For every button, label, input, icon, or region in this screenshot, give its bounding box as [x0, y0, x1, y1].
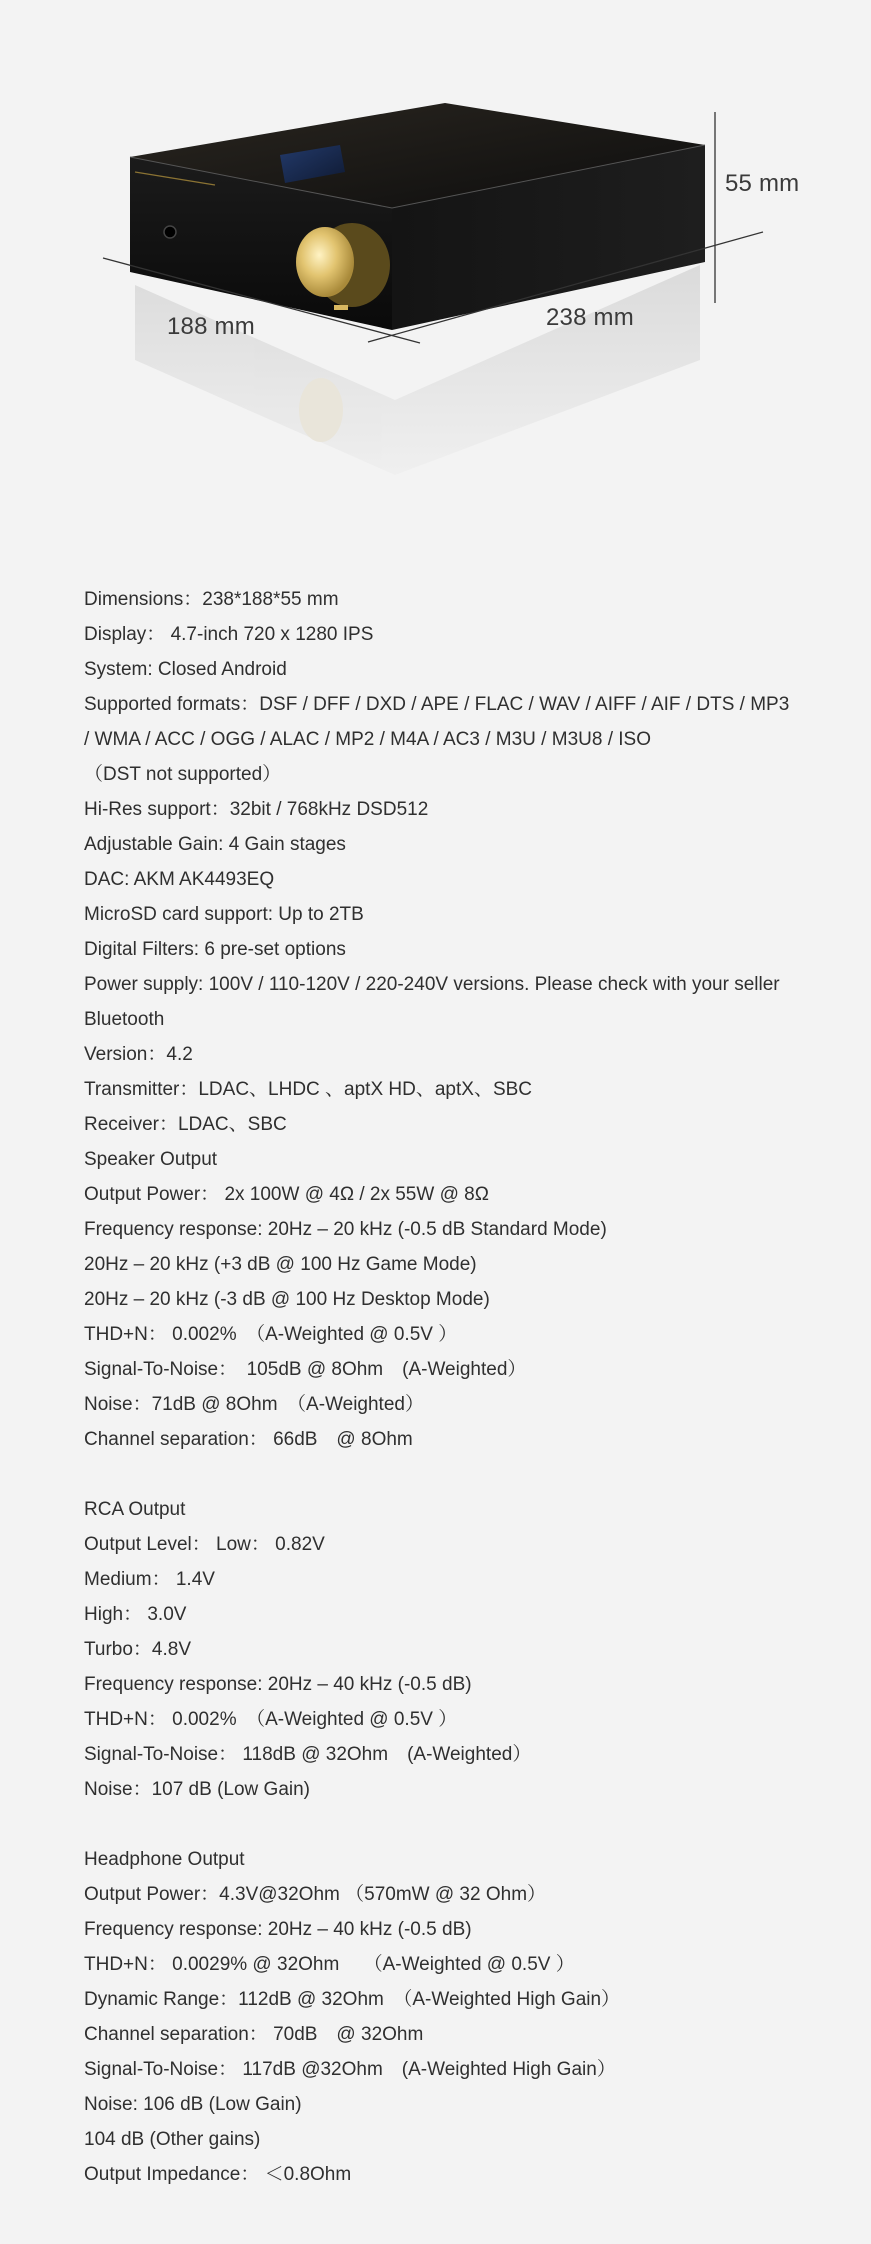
spec-line: Noise: 106 dB (Low Gain) — [84, 2094, 302, 2115]
height-dimension-label: 55 mm — [725, 170, 800, 197]
specifications-list — [84, 582, 844, 2192]
spec-line: RCA Output — [84, 1499, 186, 1520]
spec-line: Power supply: 100V / 110-120V / 220-240V versions. Please check with your seller — [84, 974, 780, 995]
spec-line: 20Hz – 20 kHz (+3 dB @ 100 Hz Game Mode) — [84, 1254, 477, 1275]
spec-line: Dimensions：238*188*55 mm — [84, 589, 339, 610]
spec-line: Hi-Res support：32bit / 768kHz DSD512 — [84, 799, 429, 820]
spec-line: Transmitter：LDAC、LHDC 、aptX HD、aptX、SBC — [84, 1079, 533, 1100]
spec-line: Headphone Output — [84, 1849, 245, 1870]
spec-line: Output Power：4.3V@32Ohm （570mW @ 32 Ohm） — [84, 1884, 547, 1905]
spec-line: Adjustable Gain: 4 Gain stages — [84, 834, 346, 855]
spec-line: Version：4.2 — [84, 1044, 193, 1065]
spec-line: Speaker Output — [84, 1149, 218, 1170]
spec-line: MicroSD card support: Up to 2TB — [84, 904, 364, 925]
spec-line: Digital Filters: 6 pre-set options — [84, 939, 346, 960]
spec-line: （DST not supported） — [84, 764, 282, 785]
device-body — [130, 103, 705, 330]
spec-line: High： 3.0V — [84, 1604, 187, 1625]
spec-line: Turbo：4.8V — [84, 1639, 192, 1660]
spec-line: Receiver：LDAC、SBC — [84, 1114, 287, 1135]
depth-dimension-label: 188 mm — [167, 313, 255, 340]
width-dimension-label: 238 mm — [546, 304, 634, 331]
spec-line: Frequency response: 20Hz – 20 kHz (-0.5 dB Standard Mode) — [84, 1219, 607, 1240]
spec-line: THD+N： 0.002% （A-Weighted @ 0.5V ） — [84, 1324, 458, 1345]
spec-line: Bluetooth — [84, 1009, 165, 1030]
spec-line: 104 dB (Other gains) — [84, 2129, 261, 2150]
spec-line: Medium： 1.4V — [84, 1569, 215, 1590]
spec-line: Frequency response: 20Hz – 40 kHz (-0.5 dB) — [84, 1919, 472, 1940]
spec-line: THD+N： 0.002% （A-Weighted @ 0.5V ） — [84, 1709, 458, 1730]
spec-line: Signal-To-Noise： 105dB @ 8Ohm (A-Weighted） — [84, 1359, 527, 1380]
spec-line: Channel separation： 66dB @ 8Ohm — [84, 1429, 413, 1450]
spec-line: Signal-To-Noise： 118dB @ 32Ohm (A-Weighted） — [84, 1744, 532, 1765]
spec-line: Supported formats：DSF / DFF / DXD / APE / FLAC / WAV / AIFF / AIF / DTS / MP3 — [84, 694, 790, 715]
spec-line: DAC: AKM AK4493EQ — [84, 869, 275, 890]
spec-line: Dynamic Range：112dB @ 32Ohm （A-Weighted High Gain） — [84, 1989, 621, 2010]
spec-spacer — [84, 1457, 844, 1492]
spec-line: System: Closed Android — [84, 659, 287, 680]
spec-line: / WMA / ACC / OGG / ALAC / MP2 / M4A / AC3 / M3U / M3U8 / ISO — [84, 729, 651, 750]
spec-line: Channel separation： 70dB @ 32Ohm — [84, 2024, 424, 2045]
spec-line: Display： 4.7-inch 720 x 1280 IPS — [84, 624, 374, 645]
spec-line: 20Hz – 20 kHz (-3 dB @ 100 Hz Desktop Mode) — [84, 1289, 490, 1310]
spec-line: Frequency response: 20Hz – 40 kHz (-0.5 dB) — [84, 1674, 472, 1695]
spec-line: Noise：107 dB (Low Gain) — [84, 1779, 310, 1800]
spec-spacer — [84, 1807, 844, 1842]
spec-line: Output Power： 2x 100W @ 4Ω / 2x 55W @ 8Ω — [84, 1184, 489, 1205]
spec-line: Output Level： Low： 0.82V — [84, 1534, 325, 1555]
spec-line: Output Impedance： ＜0.8Ohm — [84, 2164, 352, 2185]
spec-line: Noise：71dB @ 8Ohm （A-Weighted） — [84, 1394, 424, 1415]
spec-line: Signal-To-Noise： 117dB @32Ohm (A-Weighted High Gain） — [84, 2059, 616, 2080]
spec-line: THD+N： 0.0029% @ 32Ohm （A-Weighted @ 0.5V ） — [84, 1954, 575, 1975]
product-illustration — [0, 0, 871, 520]
product-hero — [0, 0, 871, 520]
